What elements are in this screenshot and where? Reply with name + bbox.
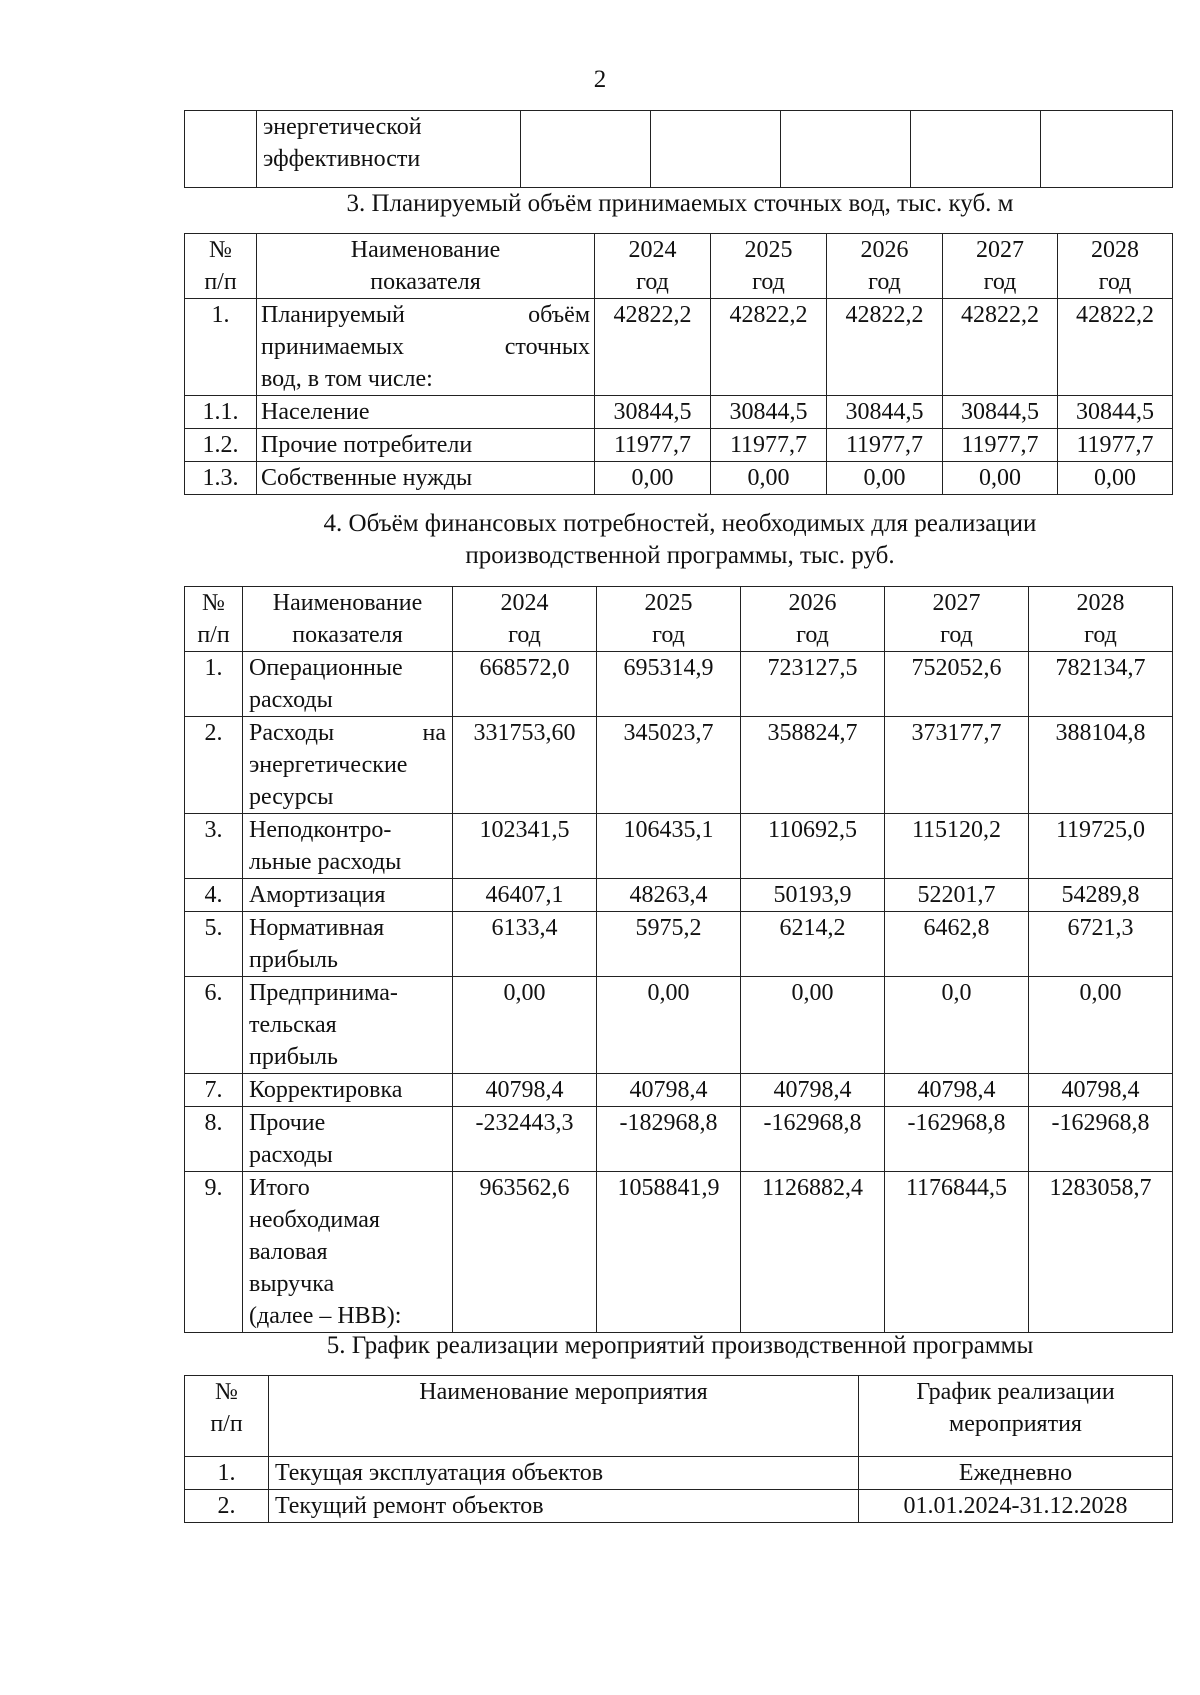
value-cell <box>1041 111 1173 188</box>
row-name <box>243 879 453 912</box>
year-suffix: год <box>940 622 973 648</box>
value-cell: 48263,4 <box>597 879 741 912</box>
header-name <box>243 587 453 652</box>
value-cell: -162968,8 <box>741 1107 885 1172</box>
year-suffix: год <box>508 622 541 648</box>
row-num: 1. <box>185 652 243 717</box>
year-label: 2024 <box>500 590 549 616</box>
year-suffix: год <box>983 269 1017 295</box>
schedule-table <box>184 1375 1173 1523</box>
header-name-line1: Наименование <box>272 590 423 616</box>
year-label: 2028 <box>1076 590 1125 616</box>
header-num <box>185 234 257 299</box>
value-cell: 50193,9 <box>741 879 885 912</box>
row-num: 6. <box>185 977 243 1074</box>
year-suffix: год <box>796 622 829 648</box>
header-year <box>1058 234 1173 299</box>
header-num-line2: п/п <box>210 1411 243 1437</box>
value-cell: 30844,5 <box>1058 396 1173 429</box>
row-name <box>243 1074 453 1107</box>
year-label: 2026 <box>860 237 909 263</box>
name-line: энергетические <box>249 752 408 778</box>
name-line: ресурсы <box>249 784 334 810</box>
header-name-line2: показателя <box>292 622 403 648</box>
section4-title-line1: 4. Объём финансовых потребностей, необходимых для реализации <box>323 510 1037 537</box>
value-cell: 11977,7 <box>943 429 1058 462</box>
row-num: 1.1. <box>185 396 257 429</box>
row-num: 4. <box>185 879 243 912</box>
header-year <box>885 587 1029 652</box>
financial-needs-body <box>185 652 1173 1333</box>
table-row <box>185 717 1173 814</box>
name-line: прибыль <box>249 947 338 973</box>
value-cell: 963562,6 <box>453 1172 597 1333</box>
value-cell: 1058841,9 <box>597 1172 741 1333</box>
header-year <box>943 234 1058 299</box>
header-name <box>257 234 595 299</box>
row-name <box>243 717 453 814</box>
header-num-line1: № <box>202 590 225 616</box>
row-num: 1. <box>185 1457 269 1490</box>
name-line: Итого <box>249 1175 310 1201</box>
name-line: Планируемый объём <box>261 302 590 328</box>
table-row <box>185 396 1173 429</box>
row-num: 2. <box>185 1490 269 1523</box>
value-cell: 0,00 <box>741 977 885 1074</box>
year-label: 2025 <box>644 590 693 616</box>
year-suffix: год <box>1084 622 1117 648</box>
header-year <box>1029 587 1173 652</box>
carryover-table <box>184 110 1173 188</box>
value-cell: 0,00 <box>1058 462 1173 495</box>
name-line: расходы <box>249 1142 333 1168</box>
value-cell: 1126882,4 <box>741 1172 885 1333</box>
row-name: Текущий ремонт объектов <box>269 1490 859 1523</box>
row-name <box>243 1107 453 1172</box>
table-row <box>185 299 1173 396</box>
row-num: 9. <box>185 1172 243 1333</box>
row-num: 1. <box>185 299 257 396</box>
year-label: 2027 <box>932 590 981 616</box>
header-year <box>595 234 711 299</box>
name-cell <box>257 111 521 188</box>
value-cell: 6133,4 <box>453 912 597 977</box>
header-year <box>597 587 741 652</box>
value-cell: 345023,7 <box>597 717 741 814</box>
value-cell: 30844,5 <box>943 396 1058 429</box>
year-suffix: год <box>868 269 901 295</box>
value-cell <box>651 111 781 188</box>
row-name <box>243 652 453 717</box>
value-cell: 695314,9 <box>597 652 741 717</box>
row-name: Собственные нужды <box>257 462 595 495</box>
value-cell: 11977,7 <box>595 429 711 462</box>
name-line: Операционные <box>249 655 403 681</box>
header-num-line2: п/п <box>197 622 230 648</box>
year-label: 2027 <box>976 237 1024 263</box>
header-schedule-line1: График реализации <box>916 1379 1115 1405</box>
header-year <box>711 234 827 299</box>
row-num: 5. <box>185 912 243 977</box>
name-line: вод, в том числе: <box>261 366 433 392</box>
name-line: тельская <box>249 1012 337 1038</box>
table-header-row <box>185 587 1173 652</box>
value-cell: 6214,2 <box>741 912 885 977</box>
name-line: расходы <box>249 687 333 713</box>
table-header-row <box>185 234 1173 299</box>
value-cell: 1283058,7 <box>1029 1172 1173 1333</box>
value-cell: 668572,0 <box>453 652 597 717</box>
year-suffix: год <box>1098 269 1132 295</box>
value-cell: 0,00 <box>1029 977 1173 1074</box>
name-line: выручка <box>249 1271 335 1297</box>
value-cell <box>781 111 911 188</box>
section3-title: 3. Планируемый объём принимаемых сточных вод, тыс. куб. м <box>346 190 1014 217</box>
value-cell: 42822,2 <box>943 299 1058 396</box>
value-cell: 110692,5 <box>741 814 885 879</box>
value-cell: 40798,4 <box>453 1074 597 1107</box>
name-line: Прочие <box>249 1110 326 1136</box>
header-year <box>741 587 885 652</box>
header-num <box>185 1376 269 1457</box>
name-line: энергетической <box>263 114 422 140</box>
value-cell: 0,00 <box>711 462 827 495</box>
row-name <box>243 912 453 977</box>
value-cell: 11977,7 <box>827 429 943 462</box>
name-line: Расходы на <box>249 720 446 746</box>
row-num: 2. <box>185 717 243 814</box>
row-schedule: Ежедневно <box>859 1457 1173 1490</box>
name-line: Неподконтро- <box>249 817 392 843</box>
header-name-line2: показателя <box>370 269 481 295</box>
value-cell: 115120,2 <box>885 814 1029 879</box>
row-num: 1.3. <box>185 462 257 495</box>
page-number: 2 <box>593 66 607 93</box>
header-num-line1: № <box>209 237 232 263</box>
value-cell: 358824,7 <box>741 717 885 814</box>
value-cell: 0,00 <box>943 462 1058 495</box>
table-row <box>185 429 1173 462</box>
name-line: (далее – НВВ): <box>249 1303 402 1329</box>
value-cell: 373177,7 <box>885 717 1029 814</box>
year-label: 2024 <box>628 237 677 263</box>
row-name <box>257 299 595 396</box>
year-label: 2028 <box>1091 237 1139 263</box>
table-row <box>185 814 1173 879</box>
name-line: Нормативная <box>249 915 385 941</box>
table-row <box>185 652 1173 717</box>
row-num: 3. <box>185 814 243 879</box>
value-cell: 42822,2 <box>711 299 827 396</box>
value-cell: 388104,8 <box>1029 717 1173 814</box>
year-label: 2026 <box>788 590 837 616</box>
value-cell: 119725,0 <box>1029 814 1173 879</box>
header-num-line1: № <box>215 1379 238 1405</box>
row-num: 7. <box>185 1074 243 1107</box>
name-line: прибыль <box>249 1044 338 1070</box>
table-row <box>185 111 1173 188</box>
value-cell: 40798,4 <box>885 1074 1029 1107</box>
value-cell: -182968,8 <box>597 1107 741 1172</box>
value-cell: 0,00 <box>827 462 943 495</box>
name-line: Предпринима- <box>249 980 398 1006</box>
value-cell <box>911 111 1041 188</box>
header-num-line2: п/п <box>204 269 237 295</box>
header-name-line1: Наименование <box>350 237 501 263</box>
year-suffix: год <box>652 622 685 648</box>
row-schedule: 01.01.2024-31.12.2028 <box>859 1490 1173 1523</box>
value-cell: 42822,2 <box>827 299 943 396</box>
value-cell: 6721,3 <box>1029 912 1173 977</box>
header-num <box>185 587 243 652</box>
name-line: Амортизация <box>249 882 386 908</box>
table-row <box>185 977 1173 1074</box>
value-cell: 0,0 <box>885 977 1029 1074</box>
financial-needs-table <box>184 586 1173 1333</box>
row-name <box>243 977 453 1074</box>
header-schedule-line2: мероприятия <box>949 1411 1082 1437</box>
row-num: 8. <box>185 1107 243 1172</box>
table-row <box>185 1490 1173 1523</box>
table-row <box>185 1107 1173 1172</box>
value-cell: 30844,5 <box>595 396 711 429</box>
value-cell: 0,00 <box>453 977 597 1074</box>
value-cell: -162968,8 <box>1029 1107 1173 1172</box>
value-cell: 5975,2 <box>597 912 741 977</box>
value-cell: 6462,8 <box>885 912 1029 977</box>
value-cell: 0,00 <box>595 462 711 495</box>
value-cell: 331753,60 <box>453 717 597 814</box>
name-line: Корректировка <box>249 1077 403 1103</box>
row-name: Текущая эксплуатация объектов <box>269 1457 859 1490</box>
header-name: Наименование мероприятия <box>269 1376 859 1457</box>
table-row <box>185 879 1173 912</box>
name-line: валовая <box>249 1239 328 1265</box>
wastewater-volume-table <box>184 233 1173 495</box>
value-cell: 106435,1 <box>597 814 741 879</box>
header-schedule <box>859 1376 1173 1457</box>
num-cell <box>185 111 257 188</box>
name-line: принимаемых сточных <box>261 334 590 360</box>
table-row <box>185 1074 1173 1107</box>
value-cell <box>521 111 651 188</box>
value-cell: 54289,8 <box>1029 879 1173 912</box>
table-row <box>185 1172 1173 1333</box>
value-cell: 0,00 <box>597 977 741 1074</box>
row-name <box>243 1172 453 1333</box>
year-label: 2025 <box>744 237 793 263</box>
value-cell: 1176844,5 <box>885 1172 1029 1333</box>
name-line: необходимая <box>249 1207 380 1233</box>
year-suffix: год <box>752 269 785 295</box>
value-cell: 752052,6 <box>885 652 1029 717</box>
value-cell: 30844,5 <box>711 396 827 429</box>
value-cell: 42822,2 <box>595 299 711 396</box>
value-cell: 11977,7 <box>711 429 827 462</box>
table-header-row <box>185 1376 1173 1457</box>
name-line: эффективности <box>263 146 421 172</box>
table-row <box>185 912 1173 977</box>
table-row <box>185 1457 1173 1490</box>
value-cell: 40798,4 <box>741 1074 885 1107</box>
section5-title: 5. График реализации мероприятий производственной программы <box>326 1332 1034 1359</box>
header-year <box>453 587 597 652</box>
row-name: Прочие потребители <box>257 429 595 462</box>
value-cell: -232443,3 <box>453 1107 597 1172</box>
header-year <box>827 234 943 299</box>
value-cell: 11977,7 <box>1058 429 1173 462</box>
value-cell: 46407,1 <box>453 879 597 912</box>
value-cell: 723127,5 <box>741 652 885 717</box>
value-cell: -162968,8 <box>885 1107 1029 1172</box>
value-cell: 30844,5 <box>827 396 943 429</box>
row-name <box>243 814 453 879</box>
year-suffix: год <box>636 269 669 295</box>
row-num: 1.2. <box>185 429 257 462</box>
value-cell: 52201,7 <box>885 879 1029 912</box>
value-cell: 42822,2 <box>1058 299 1173 396</box>
value-cell: 40798,4 <box>1029 1074 1173 1107</box>
value-cell: 40798,4 <box>597 1074 741 1107</box>
row-name: Население <box>257 396 595 429</box>
section4-title-line2: производственной программы, тыс. руб. <box>465 542 895 569</box>
value-cell: 102341,5 <box>453 814 597 879</box>
section4-title <box>180 508 1180 572</box>
name-line: льные расходы <box>249 849 402 875</box>
value-cell: 782134,7 <box>1029 652 1173 717</box>
table-row <box>185 462 1173 495</box>
